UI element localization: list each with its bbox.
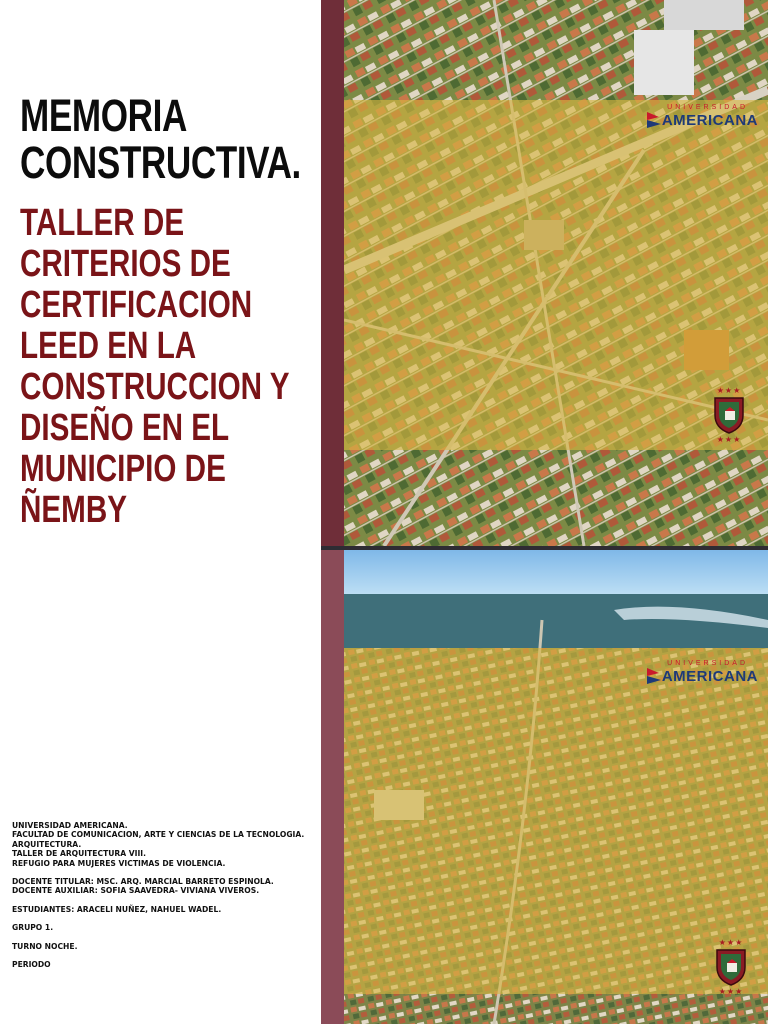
faculty-text: FACULTAD DE COMUNICACION, ARTE Y CIENCIAS DE LA TECNOLOGIA. — [12, 830, 305, 840]
title-line: MEMORIA — [20, 90, 187, 141]
institution-text: UNIVERSIDAD AMERICANA. — [12, 821, 128, 830]
crest-shield-icon — [714, 947, 748, 987]
university-logo — [646, 660, 758, 685]
subtitle-line: CERTIFICACION — [20, 284, 253, 326]
accent-stripe-top — [321, 0, 344, 548]
assistant-text: DOCENTE AUXILIAR: SOFIA SAAVEDRA- VIVIANA VIVEROS. — [12, 886, 260, 896]
subtitle-line: CRITERIOS DE — [20, 243, 231, 285]
students-text: ESTUDIANTES: ARACELI NUÑEZ, NAHUEL WADEL. — [12, 904, 222, 914]
document-title — [20, 90, 301, 188]
subtitle-line: ÑEMBY — [20, 489, 128, 531]
cover-text-panel — [0, 0, 321, 1024]
university-logo — [646, 104, 758, 129]
aerial-city-horizon-photo — [344, 550, 768, 1024]
title-line: CONSTRUCTIVA. — [20, 137, 301, 188]
crest-shield-icon — [712, 395, 746, 435]
career-text: ARQUITECTURA. — [12, 839, 82, 849]
logo-big-text: AMERICANA — [661, 111, 758, 129]
logo-flag-icon — [646, 667, 662, 685]
crest-stars-icon: ★★★ — [716, 386, 742, 395]
subtitle-line: MUNICIPIO DE — [20, 448, 226, 490]
document-subtitle — [20, 203, 316, 531]
university-crest — [712, 386, 746, 444]
period-text: PERIODO — [12, 960, 51, 970]
logo-small-text: UNIVERSIDAD — [667, 104, 748, 111]
logo-big-text: AMERICANA — [661, 667, 758, 685]
course-text: TALLER DE ARQUITECTURA VIII. — [12, 849, 147, 859]
crest-stars-icon: ★★★ — [716, 435, 742, 444]
crest-stars-icon: ★★★ — [718, 938, 744, 947]
document-info-block — [12, 821, 312, 969]
project-text: REFUGIO PARA MUJERES VICTIMAS DE VIOLENCIA. — [12, 858, 226, 868]
group-text: GRUPO 1. — [12, 923, 54, 933]
shift-text: TURNO NOCHE. — [12, 941, 78, 951]
aerial-city-photo — [344, 0, 768, 546]
accent-stripe-bottom — [321, 550, 344, 1024]
logo-small-text: UNIVERSIDAD — [667, 660, 748, 667]
subtitle-line: CONSTRUCCION Y — [20, 366, 290, 408]
teacher-text: DOCENTE TITULAR: MSC. ARQ. MARCIAL BARRETO ESPINOLA. — [12, 877, 274, 887]
subtitle-line: LEED EN LA — [20, 325, 197, 367]
logo-flag-icon — [646, 111, 662, 129]
subtitle-line: TALLER DE — [20, 202, 185, 244]
crest-stars-icon: ★★★ — [718, 987, 744, 996]
university-crest — [714, 938, 748, 996]
subtitle-line: DISEÑO EN EL — [20, 407, 230, 449]
